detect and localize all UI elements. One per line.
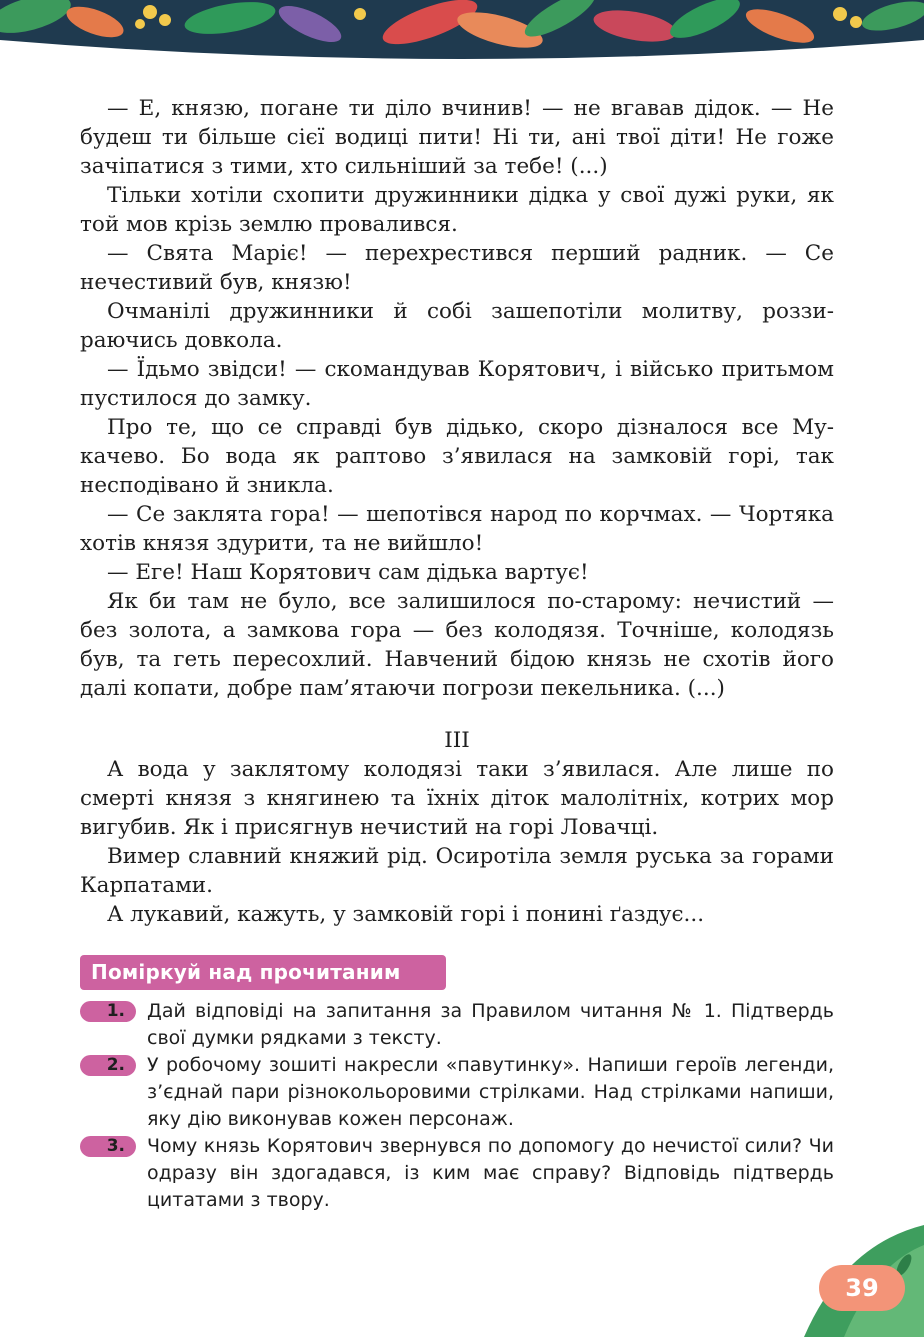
question-number-badge: 3. — [80, 1136, 136, 1157]
question-list — [80, 998, 834, 1214]
story-paragraph: Про те, що се справді був дідько, скоро дізналося все Мукачево. Бо вода як раптово з’явилася на замковій горі, так несподівано й зникла. — [80, 415, 834, 498]
question-item — [80, 998, 834, 1052]
story-paragraph: Очманілі дружинники й собі зашепотіли молитву, роззираючись довкола. — [80, 299, 834, 353]
story-paragraph: — Їдьмо звідси! — скомандував Корятович, і військо притьмом пустилося до замку. — [80, 357, 834, 411]
question-text: Чому князь Корятович звернувся по допомогу до нечистої сили? Чи одразу він здогадався, із ким має справу? Відповідь підтвердь цитатами з твору. — [147, 1135, 834, 1211]
story-paragraph: — Еге! Наш Корятович сам дідька вартує! — [107, 560, 589, 585]
story-paragraph: Вимер славний княжий рід. Осиротіла земля руська за горами Карпатами. — [80, 844, 834, 898]
question-item — [80, 1052, 834, 1133]
question-number-badge: 1. — [80, 1001, 136, 1022]
story-paragraph: Як би там не було, все залишилося по-старому: нечистий — без золота, а замкова гора — без колодязя. Точніше, колодязь був, та геть пересохлий. Навчений бідою князь не схотів його далі копати, добре пам’ятаючи погрози пекельника. (...) — [80, 589, 834, 701]
story-paragraph: А вода у заклятому колодязі таки з’явилася. Але лише по смерті князя з княгинею та їхніх діток малолітніх, котрих мор вигубив. Як і присягнув нечистий на горі Ловачці. — [80, 757, 834, 840]
floral-banner — [0, 0, 924, 62]
story-paragraph: — Се заклята гора! — шепотівся народ по корчмах. — Чортяка хотів князя здурити, та не вийшло! — [80, 502, 834, 556]
question-item — [80, 1133, 834, 1214]
story-paragraph: А лукавий, кажуть, у замковій горі і понині ґаздує... — [107, 902, 705, 927]
question-number-badge: 2. — [80, 1055, 136, 1076]
question-text: У робочому зошиті накресли «павутинку». Напиши героїв легенди, з’єднай пари різнокольоровими стрілками. Над стрілками напиши, яку дію виконував кожен персонаж. — [147, 1054, 834, 1130]
think-section-title: Поміркуй над прочитаним — [80, 955, 446, 990]
question-text: Дай відповіді на запитання за Правилом читання № 1. Підтвердь свої думки рядками з тексту. — [147, 1000, 834, 1049]
section-number: III — [444, 728, 470, 753]
story-paragraph: — Свята Маріє! — перехрестився перший радник. — Се нечестивий був, князю! — [80, 241, 834, 295]
story-paragraph: — Е, князю, погане ти діло вчинив! — не вгавав дідок. — Не будеш ти більше сієї водиці пити! Ні ти, ані твої діти! Не гоже зачіпатися з тими, хто сильніший за тебе! (...) — [80, 96, 834, 179]
story-paragraph: Тільки хотіли схопити дружинники дідка у свої дужі руки, як той мов крізь землю провалився. — [80, 183, 834, 237]
story-text — [80, 94, 834, 929]
page-number: 39 — [819, 1265, 905, 1311]
